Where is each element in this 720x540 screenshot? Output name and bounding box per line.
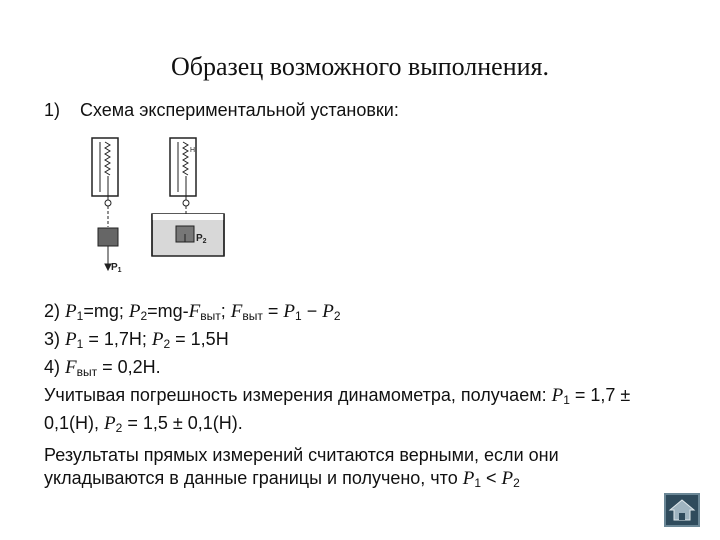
var-p2: P — [322, 301, 334, 322]
var-p1: P — [65, 329, 77, 350]
paragraph-1-line-1 — [44, 384, 644, 412]
line-2 — [44, 300, 644, 328]
label-p2: P — [196, 233, 203, 244]
text: Учитывая погрешность измерения динамометра, получаем: — [44, 385, 552, 405]
sub: выт — [242, 309, 263, 323]
text: = 0,2Н. — [97, 357, 161, 377]
sub: 1 — [295, 309, 302, 323]
sub: выт — [200, 309, 221, 323]
text: укладываются в данные границы и получено, что — [44, 468, 463, 488]
item-1-number: 1) — [44, 100, 61, 120]
sub: 2 — [163, 337, 171, 351]
line-4 — [44, 356, 644, 384]
sub: 1 — [76, 309, 84, 323]
line-3 — [44, 328, 644, 356]
dynamometer-left — [92, 138, 118, 227]
text: Результаты прямых измерений считаются верными, если они — [44, 445, 559, 465]
sub: выт — [76, 365, 98, 379]
home-button[interactable] — [664, 493, 700, 527]
var-f: F — [188, 301, 201, 322]
item-1-text: Схема экспериментальной установки: — [80, 100, 399, 120]
sub: 2 — [333, 309, 341, 323]
home-icon — [666, 495, 698, 525]
text: − — [301, 301, 323, 321]
label-p1-sub: 1 — [117, 267, 122, 274]
var-p2: P — [151, 329, 164, 350]
label-p1: P — [111, 262, 118, 273]
var-f: F — [65, 357, 77, 378]
text: < — [481, 468, 502, 488]
line-4-prefix: 4) — [44, 357, 66, 377]
text: =mg; — [83, 301, 129, 321]
sub: 2 — [513, 476, 520, 490]
text: = 1,5 ± 0,1(Н). — [122, 413, 243, 433]
text: = 1,7Н; — [83, 329, 152, 349]
paragraph-1-line-2 — [44, 412, 644, 440]
sub: 2 — [115, 421, 123, 435]
experiment-diagram — [78, 132, 238, 282]
label-p2-sub: 2 — [202, 238, 207, 245]
sub: 1 — [474, 476, 482, 490]
sub: 2 — [140, 309, 148, 323]
var-p2: P — [501, 468, 514, 489]
page-title: Образец возможного выполнения. — [170, 52, 549, 81]
sub: 1 — [563, 393, 570, 407]
text: = — [262, 301, 284, 321]
var-f: F — [230, 301, 243, 322]
paragraph-2-line-1 — [44, 444, 644, 467]
label-n: H — [190, 147, 196, 154]
sub: 1 — [76, 337, 84, 351]
item-1 — [44, 100, 399, 121]
var-p2: P — [128, 301, 141, 322]
line-2-prefix: 2) — [44, 301, 66, 321]
var-p1: P — [551, 385, 564, 406]
var-p1: P — [462, 468, 475, 489]
svg-text:P1 — [111, 262, 122, 274]
text: 0,1(Н), — [44, 413, 105, 433]
solution-body — [44, 300, 644, 495]
text: = 1,7 ± — [569, 385, 631, 405]
var-p1: P — [283, 301, 296, 322]
var-p1: P — [65, 301, 77, 322]
weight-left — [98, 228, 118, 246]
line-3-prefix: 3) — [44, 329, 66, 349]
text: =mg- — [147, 301, 189, 321]
text: ; — [220, 301, 231, 321]
var-p2: P — [104, 413, 116, 434]
paragraph-2-line-2 — [44, 467, 644, 495]
text: = 1,5Н — [170, 329, 229, 349]
